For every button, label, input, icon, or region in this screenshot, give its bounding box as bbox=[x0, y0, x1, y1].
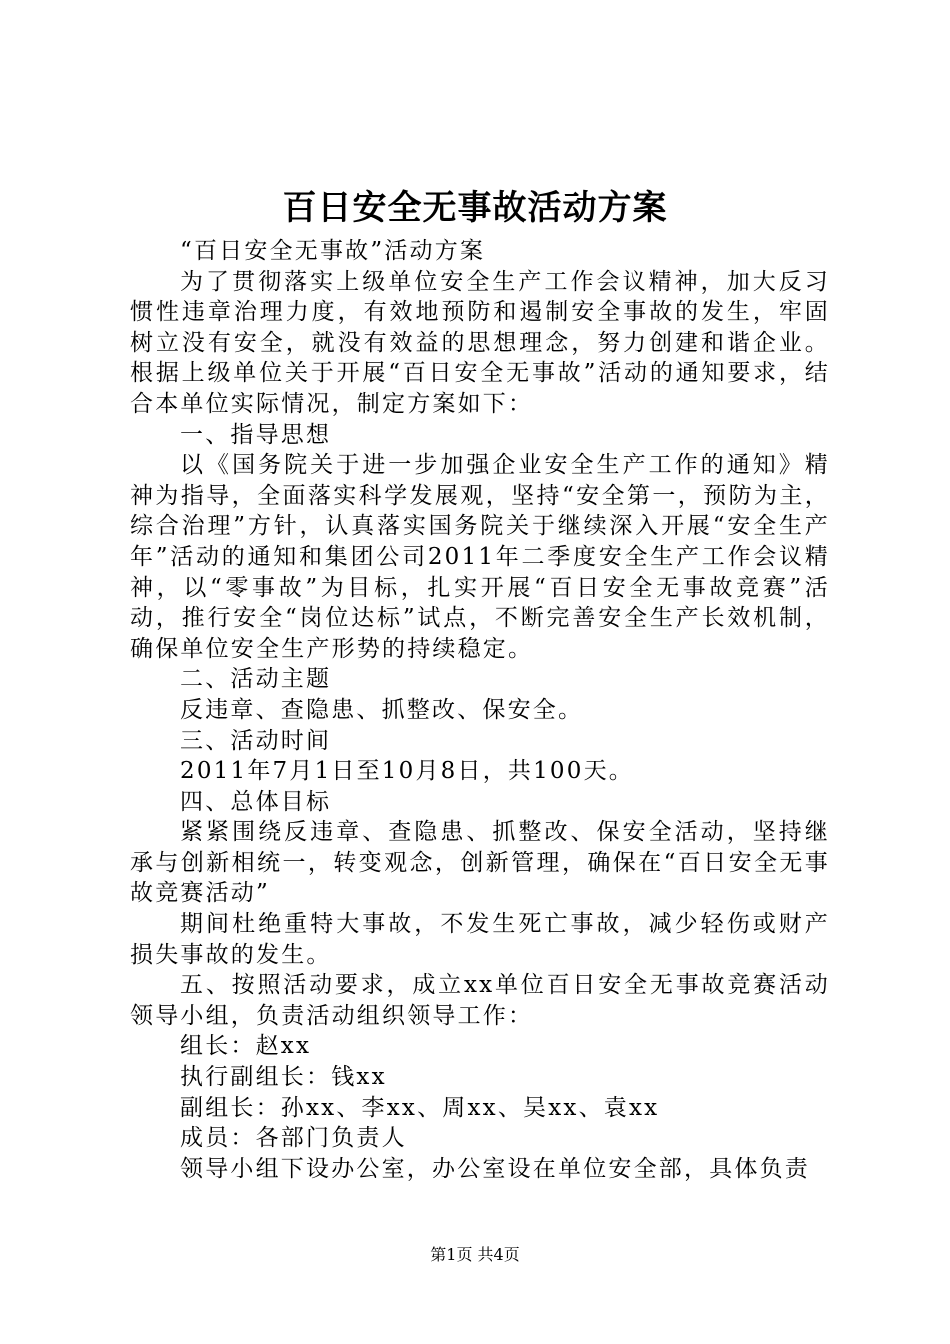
body-paragraph: 执行副组长：钱xx bbox=[180, 1064, 387, 1091]
body-paragraph: 以《国务院关于进一步加强企业安全生产工作的通知》精神为指导，全面落实科学发展观，坚持“安全第一，预防为主，综合治理”方针，认真落实国务院关于继续深入开展“安全生产年”活动的通知和集团公司2011年二季度安全生产工作会议精神，以“零事故”为目标，扎实开展“百日安全无事故竞赛”活动，推行安全“岗位达标”试点，不断完善安全生产长效机制，确保单位安全生产形势的持续稳定。 bbox=[130, 452, 830, 662]
body-paragraph: 紧紧围绕反违章、查隐患、抓整改、保安全活动，坚持继承与创新相统一，转变观念，创新管理，确保在“百日安全无事故竞赛活动” bbox=[130, 819, 830, 907]
section-heading: 四、总体目标 bbox=[180, 788, 332, 815]
document-title: 百日安全无事故活动方案 bbox=[282, 188, 668, 228]
body-paragraph: 2011年7月1日至10月8日，共100天。 bbox=[180, 758, 634, 785]
section-heading: 三、活动时间 bbox=[180, 727, 332, 754]
page-footer: 第1页 共4页 bbox=[430, 1245, 520, 1264]
body-paragraph: 期间杜绝重特大事故，不发生死亡事故，减少轻伤或财产损失事故的发生。 bbox=[130, 911, 830, 968]
document-body bbox=[130, 236, 830, 1184]
body-paragraph: 成员：各部门负责人 bbox=[180, 1125, 407, 1152]
body-paragraph: 领导小组下设办公室，办公室设在单位安全部，具体负责 bbox=[180, 1155, 810, 1182]
body-paragraph: “百日安全无事故”活动方案 bbox=[180, 238, 486, 264]
body-paragraph: 组长：赵xx bbox=[180, 1033, 312, 1060]
body-paragraph: 为了贯彻落实上级单位安全生产工作会议精神，加大反习惯性违章治理力度，有效地预防和遏制安全事故的发生，牢固树立没有安全，就没有效益的思想理念，努力创建和谐企业。根据上级单位关于开展“百日安全无事故”活动的通知要求，结合本单位实际情况，制定方案如下： bbox=[130, 268, 830, 417]
section-heading: 一、指导思想 bbox=[180, 421, 332, 448]
body-paragraph: 反违章、查隐患、抓整改、保安全。 bbox=[180, 696, 584, 723]
body-paragraph: 五、按照活动要求，成立xx单位百日安全无事故竞赛活动领导小组，负责活动组织领导工作： bbox=[130, 972, 830, 1029]
section-heading: 二、活动主题 bbox=[180, 666, 332, 693]
body-paragraph: 副组长：孙xx、李xx、周xx、吴xx、袁xx bbox=[180, 1094, 660, 1121]
